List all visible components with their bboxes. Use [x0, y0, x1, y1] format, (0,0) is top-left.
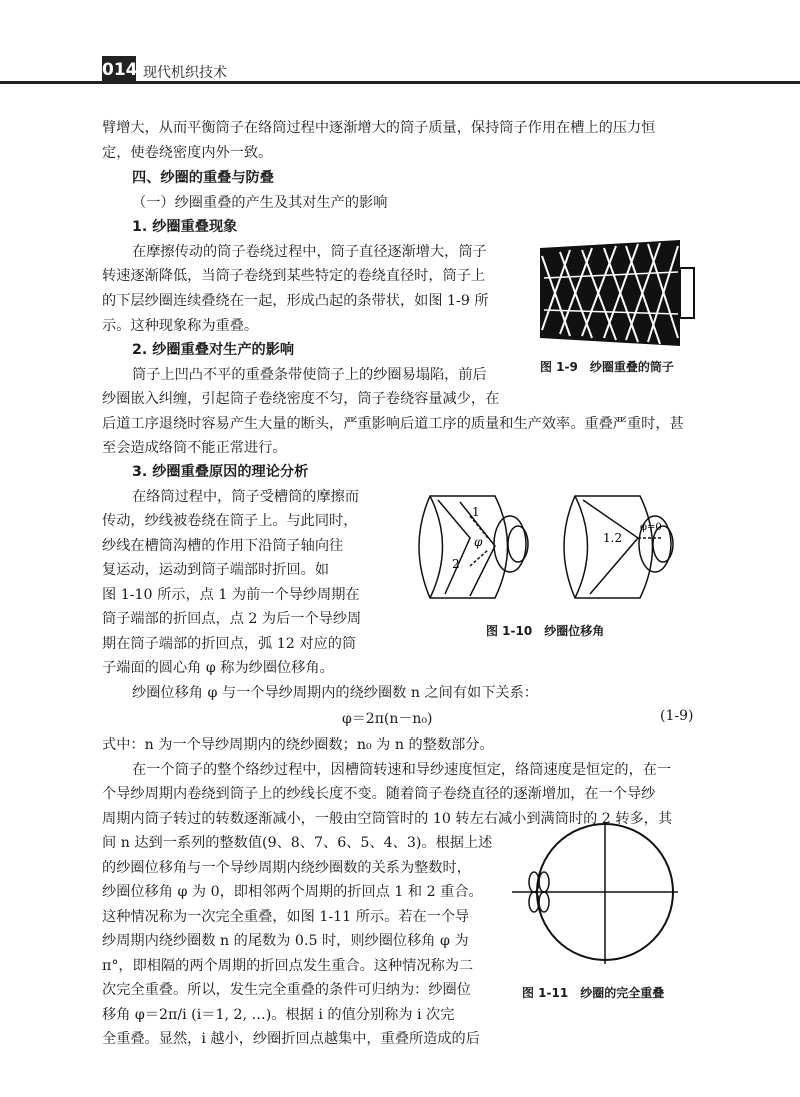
page-number: 014	[102, 56, 136, 84]
page-header	[0, 0, 800, 95]
paragraph-line: 子端面的圆心角 φ 称为纱圈位移角。	[102, 660, 334, 676]
subsection-heading: （一）纱圈重叠的产生及其对生产的影响	[132, 195, 388, 211]
paragraph-line: 示。这种现象称为重叠。	[102, 318, 259, 334]
paragraph-line: 这种情况称为一次完全重叠，如图 1-11 所示。若在一个导	[102, 909, 470, 925]
label-phi: φ	[474, 535, 483, 549]
sub-heading: 1. 纱圈重叠现象	[132, 219, 238, 235]
paragraph-line: 间 n 达到一系列的整数值(9、8、7、6、5、4、3)。根据上述	[102, 835, 493, 851]
label-point-2: 2	[452, 557, 460, 571]
paragraph-line: 定，使卷绕密度内外一致。	[102, 145, 273, 161]
label-phi-zero: φ=0	[640, 522, 662, 533]
paragraph-line: 传动，纱线被卷绕在筒子上。与此同时，	[102, 513, 358, 529]
section-heading: 四、纱圈的重叠与防叠	[132, 170, 274, 186]
paragraph-line: 臂增大，从而平衡筒子在络筒过程中逐渐增大的筒子质量，保持筒子作用在槽上的压力恒	[102, 120, 656, 136]
paragraph-line: 纱线在槽筒沟槽的作用下沿筒子轴向往	[102, 538, 344, 554]
equation: φ＝2π(n－n₀)	[342, 711, 433, 727]
paragraph-line: 后道工序退绕时容易产生大量的断头，严重影响后道工序的质量和生产效率。重叠严重时，甚	[102, 416, 684, 432]
paragraph-line: 在络筒过程中，筒子受槽筒的摩擦而	[132, 489, 360, 505]
figure-caption: 图 1-11 纱圈的完全重叠	[522, 986, 665, 1000]
figure-displacement-angle	[400, 486, 700, 611]
figure-complete-overlap	[510, 820, 682, 970]
paragraph-line: 个导纱周期内卷绕到筒子上的纱线长度不变。随着筒子卷绕直径的逐渐增加，在一个导纱	[102, 786, 656, 802]
paragraph-line: 复运动，运动到筒子端部时折回。如	[102, 562, 330, 578]
paragraph-line: 式中：n 为一个导纱周期内的绕纱圈数；n₀ 为 n 的整数部分。	[102, 737, 494, 753]
paragraph-line: 的下层纱圈连续叠绕在一起，形成凸起的条带状，如图 1-9 所	[102, 293, 489, 309]
paragraph-line: 图 1-10 所示，点 1 为前一个导纱周期在	[102, 587, 360, 603]
label-point-1: 1	[472, 505, 480, 519]
paragraph-line: 转速逐渐降低，当筒子卷绕到某些特定的卷绕直径时，筒子上	[102, 268, 486, 284]
sub-heading: 3. 纱圈重叠原因的理论分析	[132, 464, 309, 480]
figure-caption: 图 1-9 纱圈重叠的筒子	[540, 360, 674, 374]
paragraph-line: 次完全重叠。所以，发生完全重叠的条件可归纳为：纱圈位	[102, 982, 471, 998]
paragraph-line: 纱圈位移角 φ 为 0，即相邻两个周期的折回点 1 和 2 重合。	[102, 884, 483, 900]
figure-caption: 图 1-10 纱圈位移角	[486, 624, 605, 638]
paragraph-line: 至会造成络筒不能正常进行。	[102, 440, 287, 456]
paragraph-line: 的纱圈位移角与一个导纱周期内绕纱圈数的关系为整数时，	[102, 860, 471, 876]
paragraph-line: 期在筒子端部的折回点，弧 12 对应的筒	[102, 636, 357, 652]
paragraph-line: 纱圈嵌入纠缠，引起筒子卷绕密度不匀，筒子卷绕容量减少，在	[102, 391, 500, 407]
book-title: 现代机织技术	[143, 65, 227, 81]
paragraph-line: 移角 φ＝2π/i (i＝1, 2, …)。根据 i 的值分别称为 i 次完	[102, 1007, 455, 1023]
sub-heading: 2. 纱圈重叠对生产的影响	[132, 342, 295, 358]
paragraph-line: 周期内筒子转过的转数逐渐减小，一般由空筒管时的 10 转左右减小到满筒时的 2 转多，其	[102, 811, 673, 827]
paragraph-line: 在一个筒子的整个络纱过程中，因槽筒转速和导纱速度恒定，络筒速度是恒定的，在一	[132, 762, 672, 778]
paragraph-line: 在摩擦传动的筒子卷绕过程中，筒子直径逐渐增大，筒子	[132, 244, 487, 260]
figure-overlapped-package	[530, 238, 700, 350]
paragraph-line: 筒子端部的折回点，点 2 为后一个导纱周	[102, 611, 362, 627]
label-point-12: 1.2	[603, 531, 623, 545]
equation-number: (1-9)	[660, 708, 694, 724]
paragraph-line: 全重叠。显然，i 越小，纱圈折回点越集中，重叠所造成的后	[102, 1031, 480, 1047]
paragraph-line: π°，即相隔的两个周期的折回点发生重合。这种情况称为二	[102, 958, 474, 974]
paragraph-line: 筒子上凹凸不平的重叠条带使筒子上的纱圈易塌陷，前后	[132, 367, 487, 383]
paragraph-line: 纱圈位移角 φ 与一个导纱周期内的绕纱圈数 n 之间有如下关系：	[132, 685, 538, 701]
paragraph-line: 纱周期内绕纱圈数 n 的尾数为 0.5 时，则纱圈位移角 φ 为	[102, 933, 469, 949]
